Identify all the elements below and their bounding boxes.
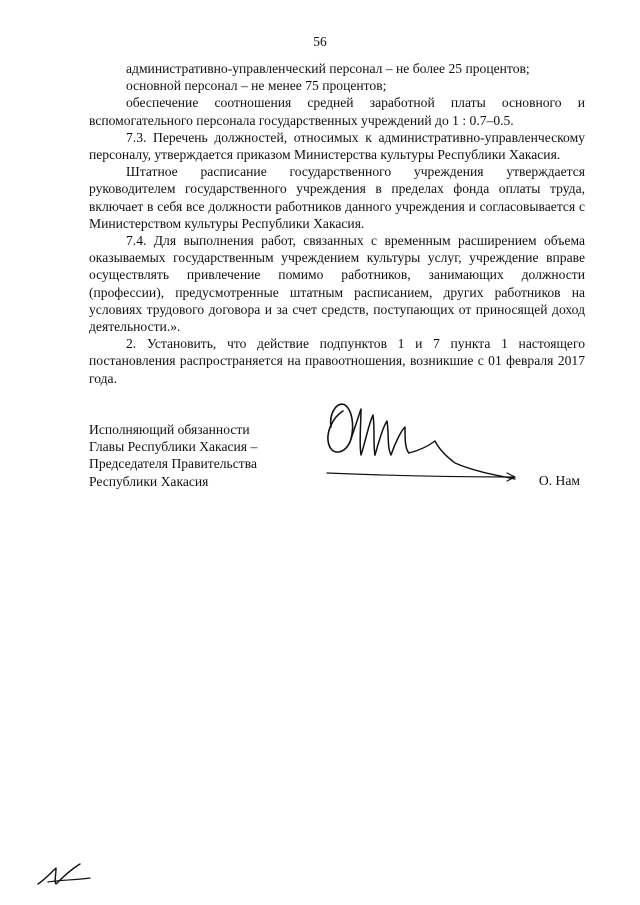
signer-title-line: Республики Хакасия [89, 473, 209, 489]
paragraph-7-4: 7.4. Для выполнения работ, связанных с временным расширением объема оказываемых государственным учреждением культуры услуг, учреждение вправе осуществлять привлечение помимо работников, занимающих должности (профессии), предусмотренные штатным расписанием, других работников на условиях трудового договора и за счет средств, поступающих от приносящей доход деятельности.». [89, 233, 585, 335]
document-body [89, 60, 585, 387]
signer-title-line: Председателя Правительства [89, 456, 257, 472]
paragraph-salary-ratio: обеспечение соотношения средней заработной платы основного и вспомогательного персонала государственных учреждений до 1 : 0.7–0.5. [89, 95, 585, 128]
paragraph-staff-schedule: Штатное расписание государственного учреждения утверждается руководителем государственного учреждения в пределах фонда оплаты труда, включает в себя все должности работников данного учреждения и согласовывается с Министерством культуры Республики Хакасия. [89, 164, 585, 231]
handwritten-signature [315, 393, 530, 493]
signer-title [89, 421, 257, 490]
paragraph-admin-staff: административно-управленческий персонал – не более 25 процентов; [126, 61, 530, 76]
paragraph-2: 2. Установить, что действие подпунктов 1 и 7 пункта 1 настоящего постановления распространяется на правоотношения, возникшие с 01 февраля 2017 года. [89, 336, 585, 386]
signer-title-line: Исполняющий обязанности [89, 422, 250, 437]
paragraph-main-staff: основной персонал – не менее 75 процентов; [126, 78, 387, 94]
handwritten-initial [34, 858, 94, 890]
page-number: 56 [313, 34, 327, 49]
signer-name: О. Нам [538, 473, 580, 488]
signer-title-line: Главы Республики Хакасия – [89, 439, 258, 455]
paragraph-7-3: 7.3. Перечень должностей, относимых к административно-управленческому персоналу, утверждается приказом Министерства культуры Республики Хакасия. [89, 129, 585, 163]
